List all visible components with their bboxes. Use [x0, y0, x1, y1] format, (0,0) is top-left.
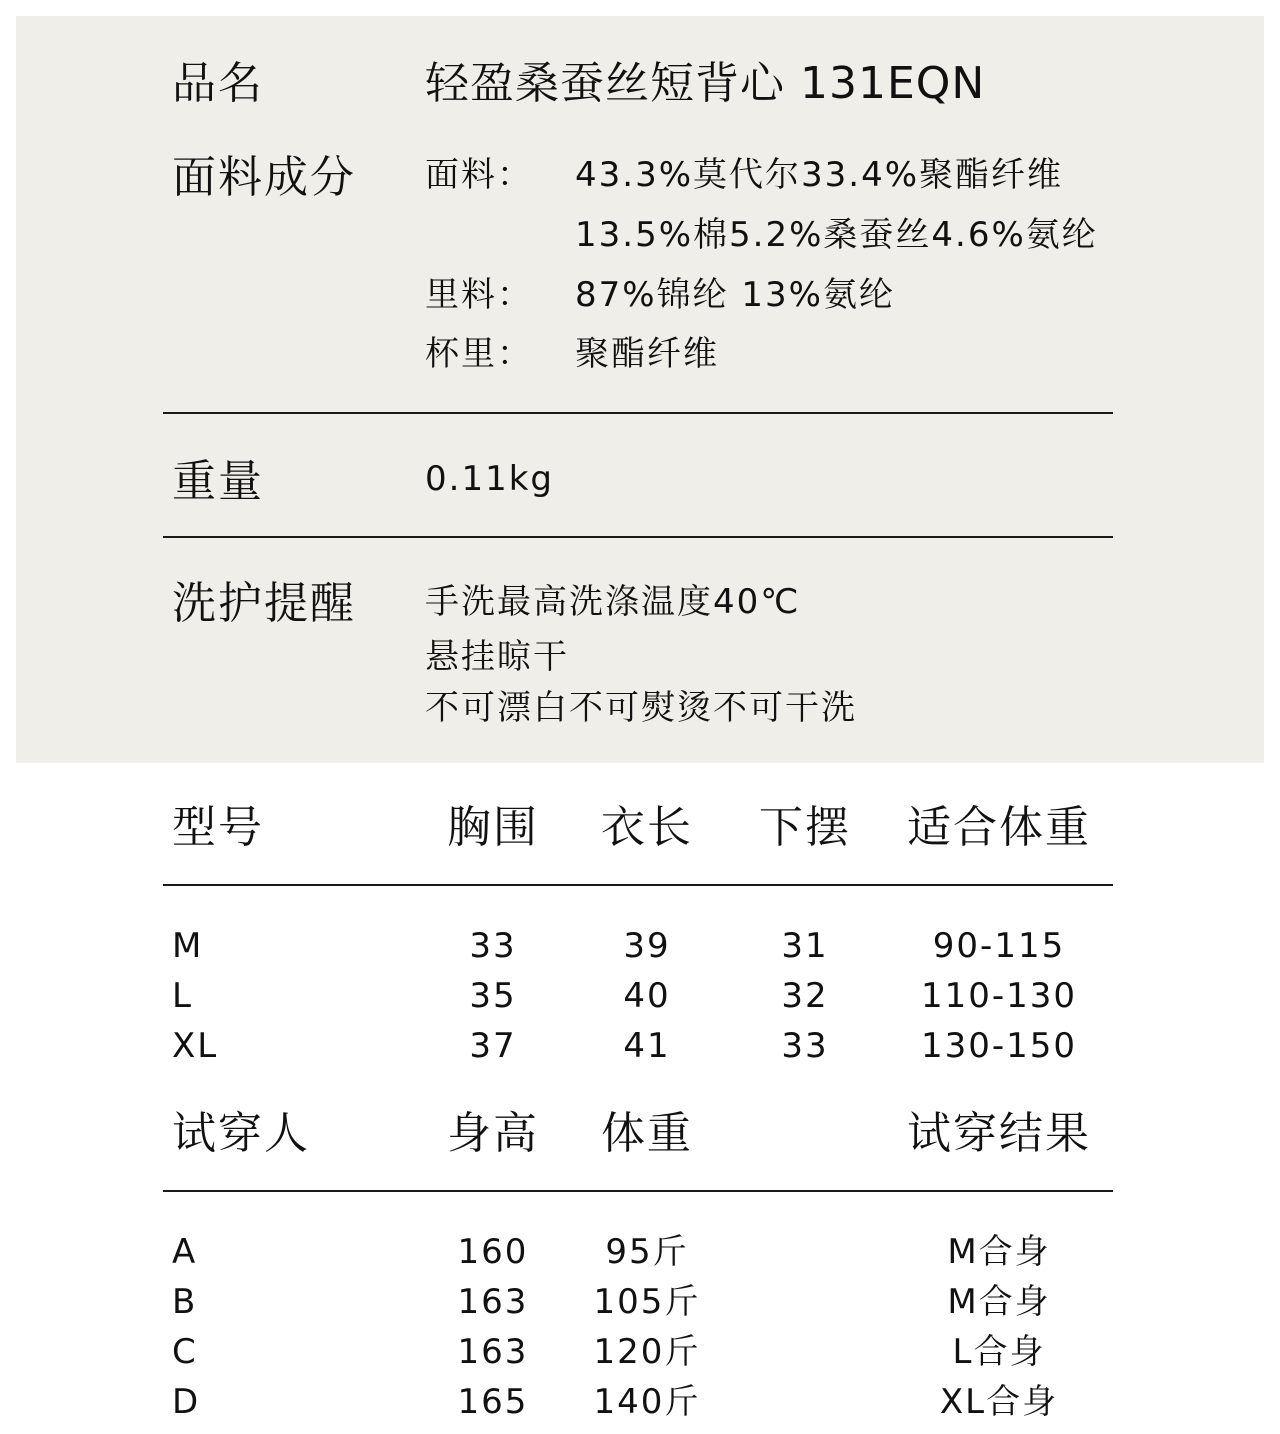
product-info-panel — [16, 16, 1264, 763]
divider — [163, 536, 1113, 538]
size-header-chest: 胸围 — [447, 802, 539, 853]
product-name-value: 轻盈桑蚕丝短背心 131EQN — [425, 58, 986, 109]
table-cell: 37 — [469, 1026, 517, 1066]
table-cell: M合身 — [947, 1282, 1051, 1322]
divider — [163, 884, 1113, 886]
table-cell: 130-150 — [920, 1026, 1078, 1066]
table-cell: L合身 — [952, 1332, 1046, 1372]
table-cell: C — [172, 1332, 198, 1372]
table-cell: 120斤 — [593, 1332, 701, 1372]
table-cell: 95斤 — [605, 1232, 689, 1272]
table-cell: 90-115 — [932, 926, 1066, 966]
table-cell: 140斤 — [593, 1382, 701, 1422]
divider — [163, 1190, 1113, 1192]
fit-header-result: 试穿结果 — [907, 1108, 1091, 1159]
table-cell: 40 — [623, 976, 671, 1016]
care-line-1: 手洗最高洗涤温度40℃ — [425, 582, 801, 622]
table-cell: D — [172, 1382, 201, 1422]
table-cell: 110-130 — [920, 976, 1078, 1016]
size-header-hem: 下摆 — [759, 802, 851, 853]
material-label: 面料成分 — [172, 152, 356, 203]
table-cell: B — [172, 1282, 198, 1322]
care-line-2: 悬挂晾干 — [425, 637, 569, 677]
table-cell: 163 — [457, 1282, 529, 1322]
size-header-model: 型号 — [172, 802, 264, 853]
table-cell: A — [172, 1232, 198, 1272]
table-cell: M — [172, 926, 204, 966]
weight-label: 重量 — [172, 456, 264, 507]
care-label: 洗护提醒 — [172, 578, 356, 629]
table-cell: 163 — [457, 1332, 529, 1372]
table-cell: 33 — [781, 1026, 829, 1066]
fit-header-tester: 试穿人 — [172, 1108, 310, 1159]
lining-label: 里料： — [425, 275, 533, 315]
table-cell: 41 — [623, 1026, 671, 1066]
table-cell: M合身 — [947, 1232, 1051, 1272]
product-name-label: 品名 — [172, 58, 264, 109]
table-cell: XL合身 — [939, 1382, 1059, 1422]
table-cell: 31 — [781, 926, 829, 966]
fabric-line-1: 43.3%莫代尔33.4%聚酯纤维 — [575, 155, 1064, 195]
size-header-weight: 适合体重 — [907, 802, 1091, 853]
cup-value: 聚酯纤维 — [575, 334, 719, 374]
table-cell: L — [172, 976, 193, 1016]
size-header-length: 衣长 — [601, 802, 693, 853]
fit-header-height: 身高 — [447, 1108, 539, 1159]
lining-value: 87%锦纶 13%氨纶 — [575, 275, 895, 315]
weight-value: 0.11kg — [425, 459, 554, 499]
fabric-line-2: 13.5%棉5.2%桑蚕丝4.6%氨纶 — [575, 215, 1098, 255]
table-cell: 35 — [469, 976, 517, 1016]
cup-label: 杯里： — [425, 334, 533, 374]
table-cell: XL — [172, 1026, 219, 1066]
care-line-3: 不可漂白不可熨烫不可干洗 — [425, 688, 857, 728]
divider — [163, 412, 1113, 414]
table-cell: 105斤 — [593, 1282, 701, 1322]
table-cell: 160 — [457, 1232, 529, 1272]
table-cell: 165 — [457, 1382, 529, 1422]
fabric-label: 面料： — [425, 155, 533, 195]
table-cell: 32 — [781, 976, 829, 1016]
table-cell: 33 — [469, 926, 517, 966]
table-cell: 39 — [623, 926, 671, 966]
fit-header-weight: 体重 — [601, 1108, 693, 1159]
